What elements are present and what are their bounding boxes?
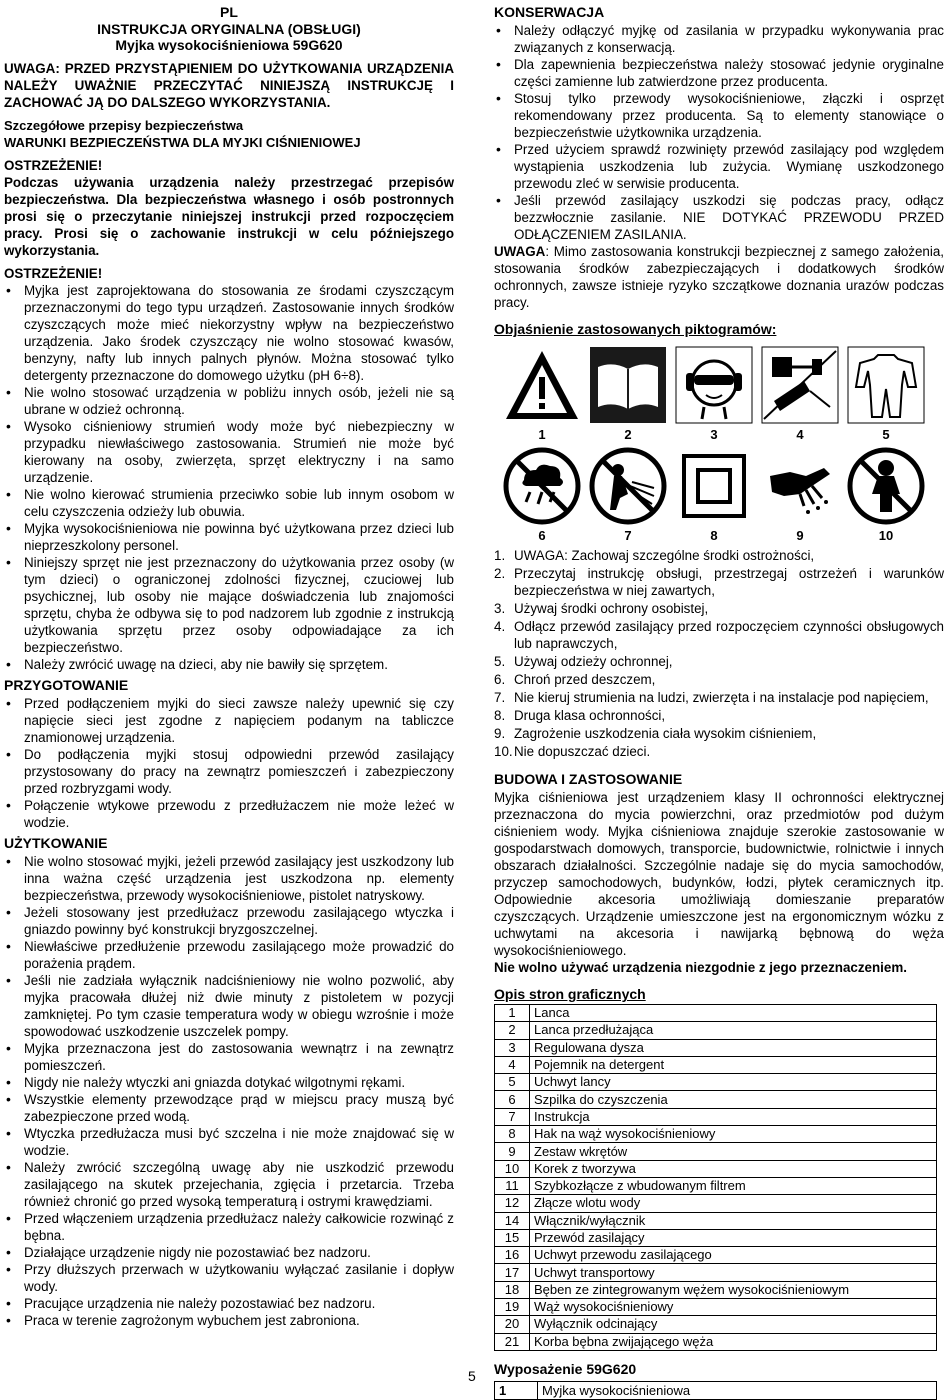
- pictogram-legend-item: [494, 689, 944, 706]
- warning-list-item: • Należy zwrócić uwagę na dzieci, aby nie bawiły się sprzętem.: [4, 656, 454, 673]
- row-number: 4: [495, 1056, 530, 1073]
- row-number: 14: [495, 1212, 530, 1229]
- safety-subtitle: WARUNKI BEZPIECZEŃSTWA DLA MYJKI CIŚNIENIOWEJ: [4, 134, 361, 150]
- warning-list-item: • Wysoko ciśnieniowy strumień wody może być niebezpieczny w przypadku niewłaściwego zastosowania. Strumień nie może być kierowany na osoby, zwierzęta, sprzęt elektryczny i na samo urządzenie.: [4, 418, 454, 486]
- section-heading-preparation: PRZYGOTOWANIE: [4, 676, 129, 693]
- usage-list-item: • Jeżeli stosowany jest przedłużacz przewodu zasilającego wtyczka i gniazdo powinny być konstrukcji bryzgoszczelnej.: [4, 904, 454, 938]
- pictogram-legend-item: [494, 653, 944, 670]
- row-label: Zestaw wkrętów: [530, 1143, 937, 1160]
- maintenance-list-item: • Przed użyciem sprawdź rozwinięty przewód zasilający pod względem wystąpienia uszkodzenia lub zużycia. Wymianę uszkodzonego przewodu zleć w serwisie producenta.: [494, 141, 944, 192]
- pictogram-legend-item: [494, 600, 944, 617]
- row-label: Włącznik/wyłącznik: [530, 1212, 937, 1229]
- row-number: 5: [495, 1074, 530, 1091]
- legend-text: Odłącz przewód zasilający przed rozpoczęciem czynności obsługowych lub naprawczych,: [514, 619, 944, 651]
- warning-text-1: Podczas używania urządzenia należy przestrzegać przepisów bezpieczeństwa. Dla bezpieczeństwa własnego i osób postronnych prosi się o przeczytanie niniejszej instrukcji przed rozpoczęciem pracy. Prosi się o zachowanie instrukcji w celu późniejszego wykorzystania.: [4, 174, 454, 258]
- row-label: Lanca: [530, 1005, 937, 1022]
- parts-table-row: [495, 1108, 937, 1125]
- maintenance-list: [494, 22, 944, 243]
- protective-equipment-icon: [674, 345, 754, 425]
- pictogram-number: 4: [796, 427, 804, 442]
- pictogram-number: 2: [624, 427, 632, 442]
- pictogram-number: 6: [538, 528, 546, 543]
- legend-number: 9.: [494, 726, 506, 741]
- usage-list: [4, 853, 454, 1329]
- pictogram-legend-item: [494, 671, 944, 688]
- unplug-icon: [760, 345, 840, 425]
- row-number: 1: [495, 1005, 530, 1022]
- row-label: Uchwyt przewodu zasilającego: [530, 1247, 937, 1264]
- row-number: 15: [495, 1229, 530, 1246]
- usage-list-item: • Nigdy nie należy wtyczki ani gniazda dotykać wilgotnymi rękami.: [4, 1074, 454, 1091]
- pictogram-legend-item: [494, 618, 944, 652]
- usage-list-item: • Pracujące urządzenia nie należy pozostawiać bez nadzoru.: [4, 1295, 454, 1312]
- legend-text: Używaj środki ochrony osobistej,: [514, 601, 709, 616]
- pictogram-number: 9: [796, 528, 804, 543]
- no-rain-icon: [502, 446, 582, 526]
- pictogram-legend-item: [494, 707, 944, 724]
- parts-table-row: [495, 1247, 937, 1264]
- row-number: 17: [495, 1264, 530, 1281]
- construction-warning: Nie wolno używać urządzenia niezgodnie z jego przeznaczeniem.: [494, 960, 907, 975]
- row-number: 8: [495, 1126, 530, 1143]
- legend-number: 4.: [494, 619, 506, 634]
- legend-text: UWAGA: Zachowaj szczególne środki ostrożności,: [514, 548, 815, 563]
- row-label: Uchwyt lancy: [530, 1074, 937, 1091]
- row-label: Myjka wysokociśnieniowa: [538, 1381, 937, 1399]
- row-number: 1: [495, 1381, 538, 1399]
- note-text: : Mimo zastosowania konstrukcji bezpiecznej z samego założenia, stosowania środków zabezpieczających i dodatkowych środków ochronnych, zawsze istnieje ryzyko szczątkowe doznania urazów podczas pracy.: [494, 244, 944, 310]
- right-column: [494, 4, 944, 1400]
- row-number: 12: [495, 1195, 530, 1212]
- row-label: Szpilka do czyszczenia: [530, 1091, 937, 1108]
- row-label: Wyłącznik odcinający: [530, 1316, 937, 1333]
- row-label: Szybkozłącze z wbudowanym filtrem: [530, 1177, 937, 1194]
- legend-number: 5.: [494, 654, 506, 669]
- row-number: 3: [495, 1039, 530, 1056]
- section-heading-construction: BUDOWA I ZASTOSOWANIE: [494, 771, 683, 787]
- row-number: 21: [495, 1333, 530, 1350]
- pictogram-number: 3: [710, 427, 718, 442]
- preparation-list-item: • Do podłączenia myjki stosuj odpowiedni przewód zasilający przystosowany do pracy na zewnątrz pomieszczeń i zabezpieczony przed rozbryzgami wody.: [4, 746, 454, 797]
- row-label: Uchwyt transportowy: [530, 1264, 937, 1281]
- pictogram-legend-item: [494, 547, 944, 564]
- row-number: 9: [495, 1143, 530, 1160]
- pictogram-numbers-row-1: [499, 427, 929, 442]
- parts-table-row: [495, 1195, 937, 1212]
- parts-table-row: [495, 1316, 937, 1333]
- parts-table-row: [495, 1091, 937, 1108]
- pictogram-legend-item: [494, 743, 944, 760]
- legend-text: Zagrożenie uszkodzenia ciała wysokim ciśnieniem,: [514, 726, 817, 741]
- row-label: Złącze wlotu wody: [530, 1195, 937, 1212]
- legend-text: Nie kieruj strumienia na ludzi, zwierzęta i na instalacje pod napięciem,: [514, 690, 929, 705]
- usage-list-item: • Wtyczka przedłużacza musi być szczelna i nie może znajdować się w wodzie.: [4, 1125, 454, 1159]
- parts-table-row: [495, 1160, 937, 1177]
- legend-number: 2.: [494, 566, 506, 581]
- pictogram-heading: Objaśnienie zastosowanych piktogramów:: [494, 321, 777, 337]
- no-children-icon: [846, 446, 926, 526]
- row-number: 11: [495, 1177, 530, 1194]
- row-label: Wąż wysokociśnieniowy: [530, 1299, 937, 1316]
- usage-list-item: • Jeśli nie zadziała wyłącznik nadciśnieniowy nie wolno pozwolić, aby myjka pracowała dłużej niż dwie minuty z pistoletem w pozycji zamkniętej. Po tym czasie temperatura wody w obiegu wzrośnie i może spowodować uszkodzenie uszczelek pompy.: [4, 972, 454, 1040]
- equipment-table: [494, 1381, 937, 1400]
- row-number: 19: [495, 1299, 530, 1316]
- legend-text: Nie dopuszczać dzieci.: [514, 744, 651, 759]
- usage-list-item: • Nie wolno stosować myjki, jeżeli przewód zasilający jest uszkodzony lub inna ważna część urządzenia jest uszkodzona np. elementy bezpieczeństwa, przewody wysokociśnieniowe, pistolet natryskowy.: [4, 853, 454, 904]
- parts-table-row: [495, 1177, 937, 1194]
- parts-table-row: [495, 1229, 937, 1246]
- read-manual-icon: [588, 345, 668, 425]
- preparation-list-item: • Przed podłączeniem myjki do sieci zawsze należy upewnić się czy napięcie sieci jest zgodne z napięciem podanym na tabliczce znamionowej urządzenia.: [4, 695, 454, 746]
- row-label: Przewód zasilający: [530, 1229, 937, 1246]
- pictogram-numbers-row-2: [499, 528, 929, 543]
- page-number: 5: [468, 1368, 476, 1384]
- usage-list-item: • Niewłaściwe przedłużenie przewodu zasilającego może prowadzić do porażenia prądem.: [4, 938, 454, 972]
- row-label: Instrukcja: [530, 1108, 937, 1125]
- legend-text: Chroń przed deszczem,: [514, 672, 656, 687]
- usage-list-item: • Myjka przeznaczona jest do zastosowania wewnątrz i na zewnątrz pomieszczeń.: [4, 1040, 454, 1074]
- parts-table-row: [495, 1005, 937, 1022]
- row-label: Pojemnik na detergent: [530, 1056, 937, 1073]
- row-number: 10: [495, 1160, 530, 1177]
- maintenance-list-item: • Dla zapewnienia bezpieczeństwa należy stosować jedynie oryginalne części zamienne lub zatwierdzone przez producenta.: [494, 56, 944, 90]
- legend-text: Druga klasa ochronności,: [514, 708, 666, 723]
- warning-heading-2: OSTRZEŻENIE!: [4, 265, 103, 281]
- legend-number: 6.: [494, 672, 506, 687]
- high-pressure-injury-icon: [760, 446, 840, 526]
- usage-list-item: • Praca w terenie zagrożonym wybuchem jest zabroniona.: [4, 1312, 454, 1329]
- row-number: 20: [495, 1316, 530, 1333]
- safety-title: Szczegółowe przepisy bezpieczeństwa: [4, 117, 244, 133]
- construction-text: Myjka ciśnieniowa jest urządzeniem klasy II ochronności elektrycznej przeznaczona do mycia powierzchni, oraz przedmiotów pod dużym ciśnieniem wody. Myjka ciśnieniowa znajduje szerokie zastosowanie w gospodarstwach domowych, transporcie, budownictwie, rolnictwie i innych obszarach działalności. Szczególnie nadaje się do mycia samochodów, przyczep samochodowych, budynków, łodzi, płytek ceramicznych itp. Odpowiednie akcesoria umożliwiają domieszanie preparatów czyszczących. Urządzenie umieszczone jest na ergonomicznym wózku z uchwytami na akcesoria i nawijarką bębnową do węża wysokociśnieniowego.: [494, 790, 944, 958]
- row-number: 18: [495, 1281, 530, 1298]
- parts-table-row: [495, 1074, 937, 1091]
- parts-heading: Opis stron graficznych: [494, 986, 646, 1002]
- row-number: 16: [495, 1247, 530, 1264]
- document-title: INSTRUKCJA ORYGINALNA (OBSŁUGI): [97, 20, 361, 37]
- pictogram-row-1: [499, 345, 929, 425]
- document-subtitle: Myjka wysokociśnieniowa 59G620: [115, 37, 343, 53]
- warning-list-item: • Nie wolno stosować urządzenia w pobliżu innych osób, jeżeli nie są ubrane w odzież ochronną.: [4, 384, 454, 418]
- row-number: 7: [495, 1108, 530, 1125]
- row-number: 2: [495, 1022, 530, 1039]
- pictogram-number: 5: [882, 427, 890, 442]
- row-label: Bęben ze zintegrowanym wężem wysokociśnieniowym: [530, 1281, 937, 1298]
- maintenance-list-item: • Jeśli przewód zasilający uszkodzi się podczas pracy, odłącz bezzwłocznie zasilanie. NIE DOTYKAĆ PRZEWODU PRZED ODŁĄCZENIEM ZASILANIA.: [494, 192, 944, 243]
- parts-table: [494, 1004, 937, 1351]
- usage-list-item: • Należy zwrócić szczególną uwagę aby nie uszkodzić przewodu zasilającego na skutek przejechania, zgięcia i przetarcia. Trzeba również chronić go przed wysoką temperaturą i ostrymi krawędziami.: [4, 1159, 454, 1210]
- protective-clothing-icon: [846, 345, 926, 425]
- row-label: Korba bębna zwijającego węża: [530, 1333, 937, 1350]
- pictogram-number: 1: [538, 427, 546, 442]
- pictogram-number: 10: [878, 528, 894, 543]
- class-ii-icon: [674, 446, 754, 526]
- row-label: Hak na wąż wysokociśnieniowy: [530, 1126, 937, 1143]
- pictogram-row-2: [499, 446, 929, 526]
- note-label: UWAGA: [494, 244, 546, 259]
- row-number: 6: [495, 1091, 530, 1108]
- legend-text: Używaj odzieży ochronnej,: [514, 654, 673, 669]
- row-label: Korek z tworzywa: [530, 1160, 937, 1177]
- legend-number: 7.: [494, 690, 506, 705]
- legend-number: 8.: [494, 708, 506, 723]
- warning-list-item: • Nie wolno kierować strumienia przeciwko sobie lub innym osobom w celu czyszczenia odzieży lub obuwia.: [4, 486, 454, 520]
- warning-list-item: • Myjka wysokociśnieniowa nie powinna być użytkowana przez dzieci lub nieprzeszkolony personel.: [4, 520, 454, 554]
- warning-list-item: • Myjka jest zaprojektowana do stosowania ze środami czyszczącym przeznaczonymi do tego typu urządzeń. Zastosowanie innych środków czyszczących może mieć niekorzystny wpływ na bezpieczeństwo urządzenia. Jako środek czyszczący nie wolno stosować kwasów, benzyny, nafty lub innych palnych płynów. Można stosować tylko detergenty przeznaczone do domowego użytku (pH 6÷8).: [4, 282, 454, 384]
- usage-list-item: • Działające urządzenie nigdy nie pozostawiać bez nadzoru.: [4, 1244, 454, 1261]
- usage-list-item: • Wszystkie elementy przewodzące prąd w miejscu pracy muszą być zabezpieczone przed wodą.: [4, 1091, 454, 1125]
- warning-heading-1: OSTRZEŻENIE!: [4, 157, 103, 173]
- pictogram-legend-item: [494, 565, 944, 599]
- section-heading-maintenance: KONSERWACJA: [494, 4, 605, 20]
- equipment-table-row: [495, 1381, 937, 1399]
- language-code: PL: [220, 4, 238, 20]
- legend-text: Przeczytaj instrukcję obsługi, przestrzegaj ostrzeżeń i warunków bezpieczeństwa w niej zawartych,: [514, 566, 944, 598]
- parts-table-row: [495, 1022, 937, 1039]
- parts-table-row: [495, 1212, 937, 1229]
- warning-list-item: • Niniejszy sprzęt nie jest przeznaczony do użytkowania przez osoby (w tym dzieci) o ograniczonej zdolności fizycznej, czuciowej lub psychicznej, lub osoby nie mające doświadczenia lub znajomości sprzętu, chyba że odbywa się to pod nadzorem lub zgodnie z instrukcją użytkowania sprzętu przez osoby odpowiadające za ich bezpieczeństwo.: [4, 554, 454, 656]
- row-label: Regulowana dysza: [530, 1039, 937, 1056]
- usage-list-item: • Przed włączeniem urządzenia przedłużacz należy całkowicie rozwinąć z bębna.: [4, 1210, 454, 1244]
- section-heading-usage: UŻYTKOWANIE: [4, 834, 108, 851]
- maintenance-list-item: • Należy odłączyć myjkę od zasilania w przypadku wykonywania prac związanych z konserwacją.: [494, 22, 944, 56]
- warning-triangle-icon: [502, 345, 582, 425]
- pictogram-legend: [494, 547, 944, 760]
- usage-list-item: • Przy dłuższych przerwach w użytkowaniu wyłączać zasilanie i dopływ wody.: [4, 1261, 454, 1295]
- residual-risk-note: [494, 243, 944, 311]
- legend-number: 3.: [494, 601, 506, 616]
- pictogram-legend-item: [494, 725, 944, 742]
- warning-intro: UWAGA: PRZED PRZYSTĄPIENIEM DO UŻYTKOWANIA URZĄDZENIA NALEŻY UWAŻNIE PRZECZYTAĆ NINIEJSZĄ INSTRUKCJĘ I ZACHOWAĆ JĄ DO DALSZEGO WYKORZYSTANIA.: [4, 60, 454, 110]
- pictogram-number: 8: [710, 528, 718, 543]
- preparation-list: [4, 695, 454, 831]
- no-spray-people-icon: [588, 446, 668, 526]
- parts-table-row: [495, 1039, 937, 1056]
- equipment-heading: Wyposażenie 59G620: [494, 1360, 637, 1377]
- parts-table-row: [495, 1126, 937, 1143]
- warning-list: [4, 282, 454, 673]
- preparation-list-item: • Połączenie wtykowe przewodu z przedłużaczem nie może leżeć w wodzie.: [4, 797, 454, 831]
- pictogram-number: 7: [624, 528, 632, 543]
- parts-table-row: [495, 1299, 937, 1316]
- parts-table-row: [495, 1143, 937, 1160]
- parts-table-row: [495, 1264, 937, 1281]
- maintenance-list-item: • Stosuj tylko przewody wysokociśnieniowe, złączki i osprzęt rekomendowany przez producenta. Są to elementy stanowiące o bezpieczeństwie użytkownika urządzenia.: [494, 90, 944, 141]
- parts-table-row: [495, 1281, 937, 1298]
- left-column: [4, 4, 454, 1329]
- row-label: Lanca przedłużająca: [530, 1022, 937, 1039]
- legend-number: 1.: [494, 548, 506, 563]
- legend-number: 10.: [494, 744, 513, 759]
- parts-table-row: [495, 1333, 937, 1350]
- parts-table-row: [495, 1056, 937, 1073]
